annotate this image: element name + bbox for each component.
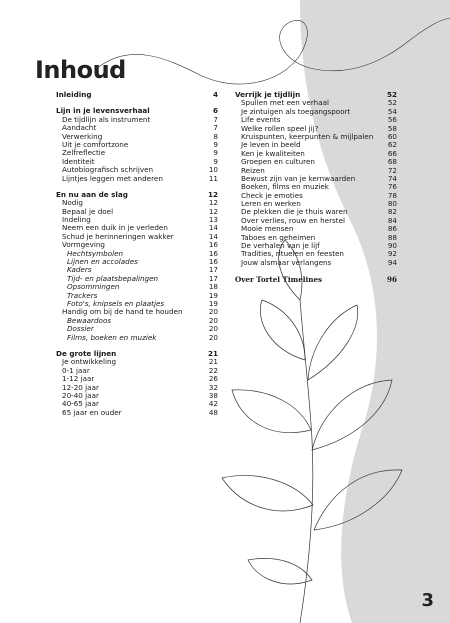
toc-entry-title: Verwerking bbox=[62, 132, 103, 141]
toc-entry-title: Zelfreflectie bbox=[62, 149, 106, 158]
toc-entry-page: 42 bbox=[208, 399, 218, 409]
toc-entry-page: 17 bbox=[208, 265, 218, 275]
toc-entry bbox=[235, 208, 397, 216]
toc-entry bbox=[235, 242, 397, 250]
toc-entry-page: 72 bbox=[387, 165, 397, 175]
page-number: 3 bbox=[421, 590, 434, 611]
toc-entry-page: 80 bbox=[387, 199, 397, 209]
toc-entry bbox=[235, 200, 397, 208]
toc-entry-page: 14 bbox=[208, 223, 218, 233]
toc-entry-title: De plekken die je thuis waren bbox=[241, 208, 348, 217]
toc-entry-page: 9 bbox=[213, 139, 218, 149]
toc-entry-page: 12 bbox=[208, 206, 218, 216]
toc-entry-title: Hechtsymbolen bbox=[67, 249, 124, 258]
toc-entry bbox=[56, 283, 218, 291]
toc-entry bbox=[56, 325, 218, 333]
toc-entry bbox=[56, 292, 218, 300]
toc-entry-title: De grote lijnen bbox=[56, 349, 117, 358]
toc-entry-page: 10 bbox=[208, 165, 218, 175]
toc-entry-title: Je leven in beeld bbox=[241, 141, 301, 150]
toc-entry-title: Bepaal je doel bbox=[62, 207, 114, 216]
toc-entry-page: 13 bbox=[208, 215, 218, 225]
toc-entry bbox=[56, 384, 218, 392]
toc-entry-page: 21 bbox=[208, 357, 218, 367]
toc-entry bbox=[56, 367, 218, 375]
toc-entry bbox=[56, 241, 218, 249]
toc-entry-title: Vormgeving bbox=[62, 241, 105, 250]
toc-entry-title: Over verlies, rouw en herstel bbox=[241, 216, 346, 225]
toc-entry-page: 38 bbox=[208, 390, 218, 400]
toc-entry-title: Autobiografisch schrijven bbox=[62, 166, 154, 175]
toc-entry bbox=[56, 107, 218, 115]
toc-entry-page: 62 bbox=[387, 140, 397, 150]
toc-entry bbox=[235, 116, 397, 124]
toc-entry-page: 16 bbox=[208, 240, 218, 250]
toc-entry bbox=[235, 125, 397, 133]
toc-entry bbox=[56, 258, 218, 266]
toc-entry bbox=[235, 150, 397, 158]
toc-entry bbox=[235, 175, 397, 183]
toc-entry-title: Nodig bbox=[62, 199, 83, 208]
toc-entry-title: Kruispunten, keerpunten & mijlpalen bbox=[241, 132, 374, 141]
toc-entry bbox=[235, 141, 397, 149]
toc-entry bbox=[56, 141, 218, 149]
toc-entry-title: Boeken, films en muziek bbox=[241, 183, 329, 192]
toc-entry-page: 20 bbox=[208, 315, 218, 325]
toc-entry-page: 52 bbox=[386, 90, 397, 99]
toc-entry-title: 40-65 jaar bbox=[62, 400, 99, 409]
toc-entry-title: De tijdlijn als instrument bbox=[62, 115, 151, 124]
toc-left-column bbox=[56, 91, 218, 417]
toc-entry-title: Lijn in je levensverhaal bbox=[56, 107, 150, 116]
toc-entry-title: Check je emoties bbox=[241, 191, 303, 200]
toc-entry-page: 52 bbox=[387, 98, 397, 108]
toc-entry-title: Neem een duik in je verleden bbox=[62, 224, 168, 233]
toc-entry-page: 7 bbox=[213, 123, 218, 133]
toc-entry-title: Inleiding bbox=[56, 91, 92, 99]
toc-entry bbox=[56, 334, 218, 342]
toc-entry bbox=[56, 133, 218, 141]
toc-entry bbox=[56, 300, 218, 308]
toc-entry bbox=[235, 217, 397, 225]
toc-entry bbox=[56, 250, 218, 258]
toc-entry-page: 20 bbox=[208, 332, 218, 342]
toc-entry-page: 66 bbox=[387, 148, 397, 158]
toc-entry bbox=[56, 91, 218, 99]
toc-entry bbox=[56, 350, 218, 358]
toc-entry-page: 9 bbox=[213, 156, 218, 166]
toc-entry bbox=[56, 275, 218, 283]
toc-entry-page: 76 bbox=[387, 182, 397, 192]
toc-entry bbox=[235, 91, 397, 99]
toc-entry-page: 14 bbox=[208, 231, 218, 241]
toc-entry-title: Welke rollen speel jij? bbox=[241, 124, 319, 133]
toc-entry-title: Films, boeken en muziek bbox=[67, 333, 157, 342]
toc-entry-page: 6 bbox=[212, 106, 218, 116]
toc-entry bbox=[56, 199, 218, 207]
toc-entry-page: 7 bbox=[213, 114, 218, 124]
toc-entry-title: Dossier bbox=[67, 325, 94, 334]
toc-entry bbox=[235, 276, 397, 284]
toc-entry bbox=[235, 158, 397, 166]
toc-entry-title: Ken je kwaliteiten bbox=[241, 149, 305, 158]
toc-entry-title: Lijntjes leggen met anderen bbox=[62, 174, 163, 183]
toc-entry-page: 86 bbox=[387, 224, 397, 234]
toc-entry bbox=[56, 158, 218, 166]
toc-entry bbox=[56, 149, 218, 157]
toc-entry-page: 82 bbox=[387, 207, 397, 217]
toc-entry-page: 12 bbox=[207, 189, 218, 199]
toc-entry-title: De verhalen van je lijf bbox=[241, 242, 320, 251]
toc-entry bbox=[235, 234, 397, 242]
toc-entry bbox=[56, 166, 218, 174]
toc-entry bbox=[56, 392, 218, 400]
toc-entry-title: 1-12 jaar bbox=[62, 375, 95, 384]
toc-entry bbox=[56, 216, 218, 224]
toc-entry-page: 8 bbox=[213, 131, 218, 141]
toc-entry-page: 94 bbox=[387, 257, 397, 267]
toc-entry bbox=[56, 116, 218, 124]
toc-entry-title: Tradities, rituelen en feesten bbox=[241, 250, 344, 259]
toc-entry-page: 88 bbox=[387, 232, 397, 242]
toc-entry-title: Leren en werken bbox=[241, 200, 301, 209]
toc-entry-page: 16 bbox=[208, 257, 218, 267]
toc-entry-title: Over Tortel Timelines bbox=[235, 276, 323, 285]
toc-entry bbox=[235, 225, 397, 233]
toc-entry bbox=[56, 400, 218, 408]
toc-entry bbox=[235, 250, 397, 258]
toc-entry-page: 96 bbox=[386, 275, 397, 285]
toc-entry-page: 11 bbox=[208, 173, 218, 183]
toc-entry-page: 4 bbox=[212, 90, 218, 99]
toc-entry-title: Identiteit bbox=[62, 157, 95, 166]
toc-entry bbox=[56, 317, 218, 325]
toc-entry bbox=[56, 233, 218, 241]
toc-entry-title: Taboes en geheimen bbox=[241, 233, 316, 242]
toc-entry-page: 78 bbox=[387, 190, 397, 200]
toc-entry bbox=[235, 99, 397, 107]
toc-entry-title: En nu aan de slag bbox=[56, 190, 128, 199]
toc-entry-title: Indeling bbox=[62, 216, 91, 225]
toc-entry-title: Reizen bbox=[241, 166, 265, 175]
toc-entry-title: Opsommingen bbox=[67, 283, 120, 292]
toc-entry-page: 9 bbox=[213, 148, 218, 158]
toc-entry-title: Je zintuigen als toegangspoort bbox=[241, 107, 351, 116]
toc-entry-title: Aandacht bbox=[62, 124, 97, 133]
toc-entry bbox=[235, 133, 397, 141]
toc-entry-title: Bewust zijn van je kernwaarden bbox=[241, 174, 356, 183]
toc-entry-title: Foto's, knipsels en plaatjes bbox=[67, 299, 165, 308]
toc-entry-page: 20 bbox=[208, 324, 218, 334]
toc-entry bbox=[56, 266, 218, 274]
toc-entry bbox=[56, 358, 218, 366]
toc-entry bbox=[56, 208, 218, 216]
toc-entry-page: 92 bbox=[387, 249, 397, 259]
toc-entry bbox=[235, 108, 397, 116]
toc-entry-title: Je ontwikkeling bbox=[62, 358, 117, 367]
toc-entry-page: 90 bbox=[387, 241, 397, 251]
toc-entry-page: 12 bbox=[208, 198, 218, 208]
toc-entry-title: 12-20 jaar bbox=[62, 383, 99, 392]
toc-entry-page: 68 bbox=[387, 157, 397, 167]
toc-entry bbox=[56, 409, 218, 417]
toc-entry-page: 48 bbox=[208, 407, 218, 417]
toc-entry-title: Tijd- en plaatsbepalingen bbox=[67, 274, 159, 283]
toc-entry bbox=[56, 308, 218, 316]
page-title: Inhoud bbox=[35, 56, 126, 84]
toc-entry bbox=[56, 124, 218, 132]
toc-entry-page: 19 bbox=[208, 290, 218, 300]
toc-entry-title: Lijnen en accolades bbox=[67, 258, 138, 267]
toc-entry-page: 17 bbox=[208, 273, 218, 283]
toc-entry-title: Spullen met een verhaal bbox=[241, 99, 330, 108]
toc-entry-title: Handig om bij de hand te houden bbox=[62, 308, 183, 317]
toc-entry-title: Kaders bbox=[67, 266, 92, 275]
toc-entry bbox=[235, 259, 397, 267]
toc-entry bbox=[56, 375, 218, 383]
toc-entry-title: 65 jaar en ouder bbox=[62, 408, 122, 417]
toc-entry-page: 32 bbox=[208, 382, 218, 392]
toc-entry-page: 22 bbox=[208, 365, 218, 375]
toc-entry-title: Mooie mensen bbox=[241, 225, 294, 234]
toc-entry-page: 84 bbox=[387, 215, 397, 225]
toc-entry-title: Trackers bbox=[67, 291, 98, 300]
toc-entry-title: Verrijk je tijdlijn bbox=[235, 91, 301, 99]
toc-entry-page: 60 bbox=[387, 131, 397, 141]
toc-entry-page: 54 bbox=[387, 106, 397, 116]
toc-entry-page: 19 bbox=[208, 298, 218, 308]
toc-entry-page: 26 bbox=[208, 374, 218, 384]
toc-entry-title: Bewaardoos bbox=[67, 316, 112, 325]
toc-entry bbox=[56, 191, 218, 199]
toc-entry-title: 20-40 jaar bbox=[62, 391, 99, 400]
toc-entry-title: Groepen en culturen bbox=[241, 158, 315, 167]
toc-entry-page: 56 bbox=[387, 115, 397, 125]
toc-entry-title: Life events bbox=[241, 116, 281, 125]
toc-entry-title: Uit je comfortzone bbox=[62, 140, 129, 149]
toc-entry-title: 0-1 jaar bbox=[62, 366, 90, 375]
toc-entry bbox=[235, 183, 397, 191]
toc-entry bbox=[235, 192, 397, 200]
toc-entry bbox=[56, 175, 218, 183]
toc-entry-page: 58 bbox=[387, 123, 397, 133]
toc-right-column bbox=[235, 91, 397, 285]
toc-entry-page: 21 bbox=[207, 348, 218, 358]
toc-entry-page: 20 bbox=[208, 307, 218, 317]
toc-entry bbox=[235, 167, 397, 175]
toc-entry bbox=[56, 224, 218, 232]
toc-entry-title: Schud je herinneringen wakker bbox=[62, 232, 174, 241]
toc-entry-title: Jouw alsmaar verlangens bbox=[241, 258, 332, 267]
toc-entry-page: 16 bbox=[208, 248, 218, 258]
toc-entry-page: 18 bbox=[208, 282, 218, 292]
toc-entry-page: 74 bbox=[387, 173, 397, 183]
